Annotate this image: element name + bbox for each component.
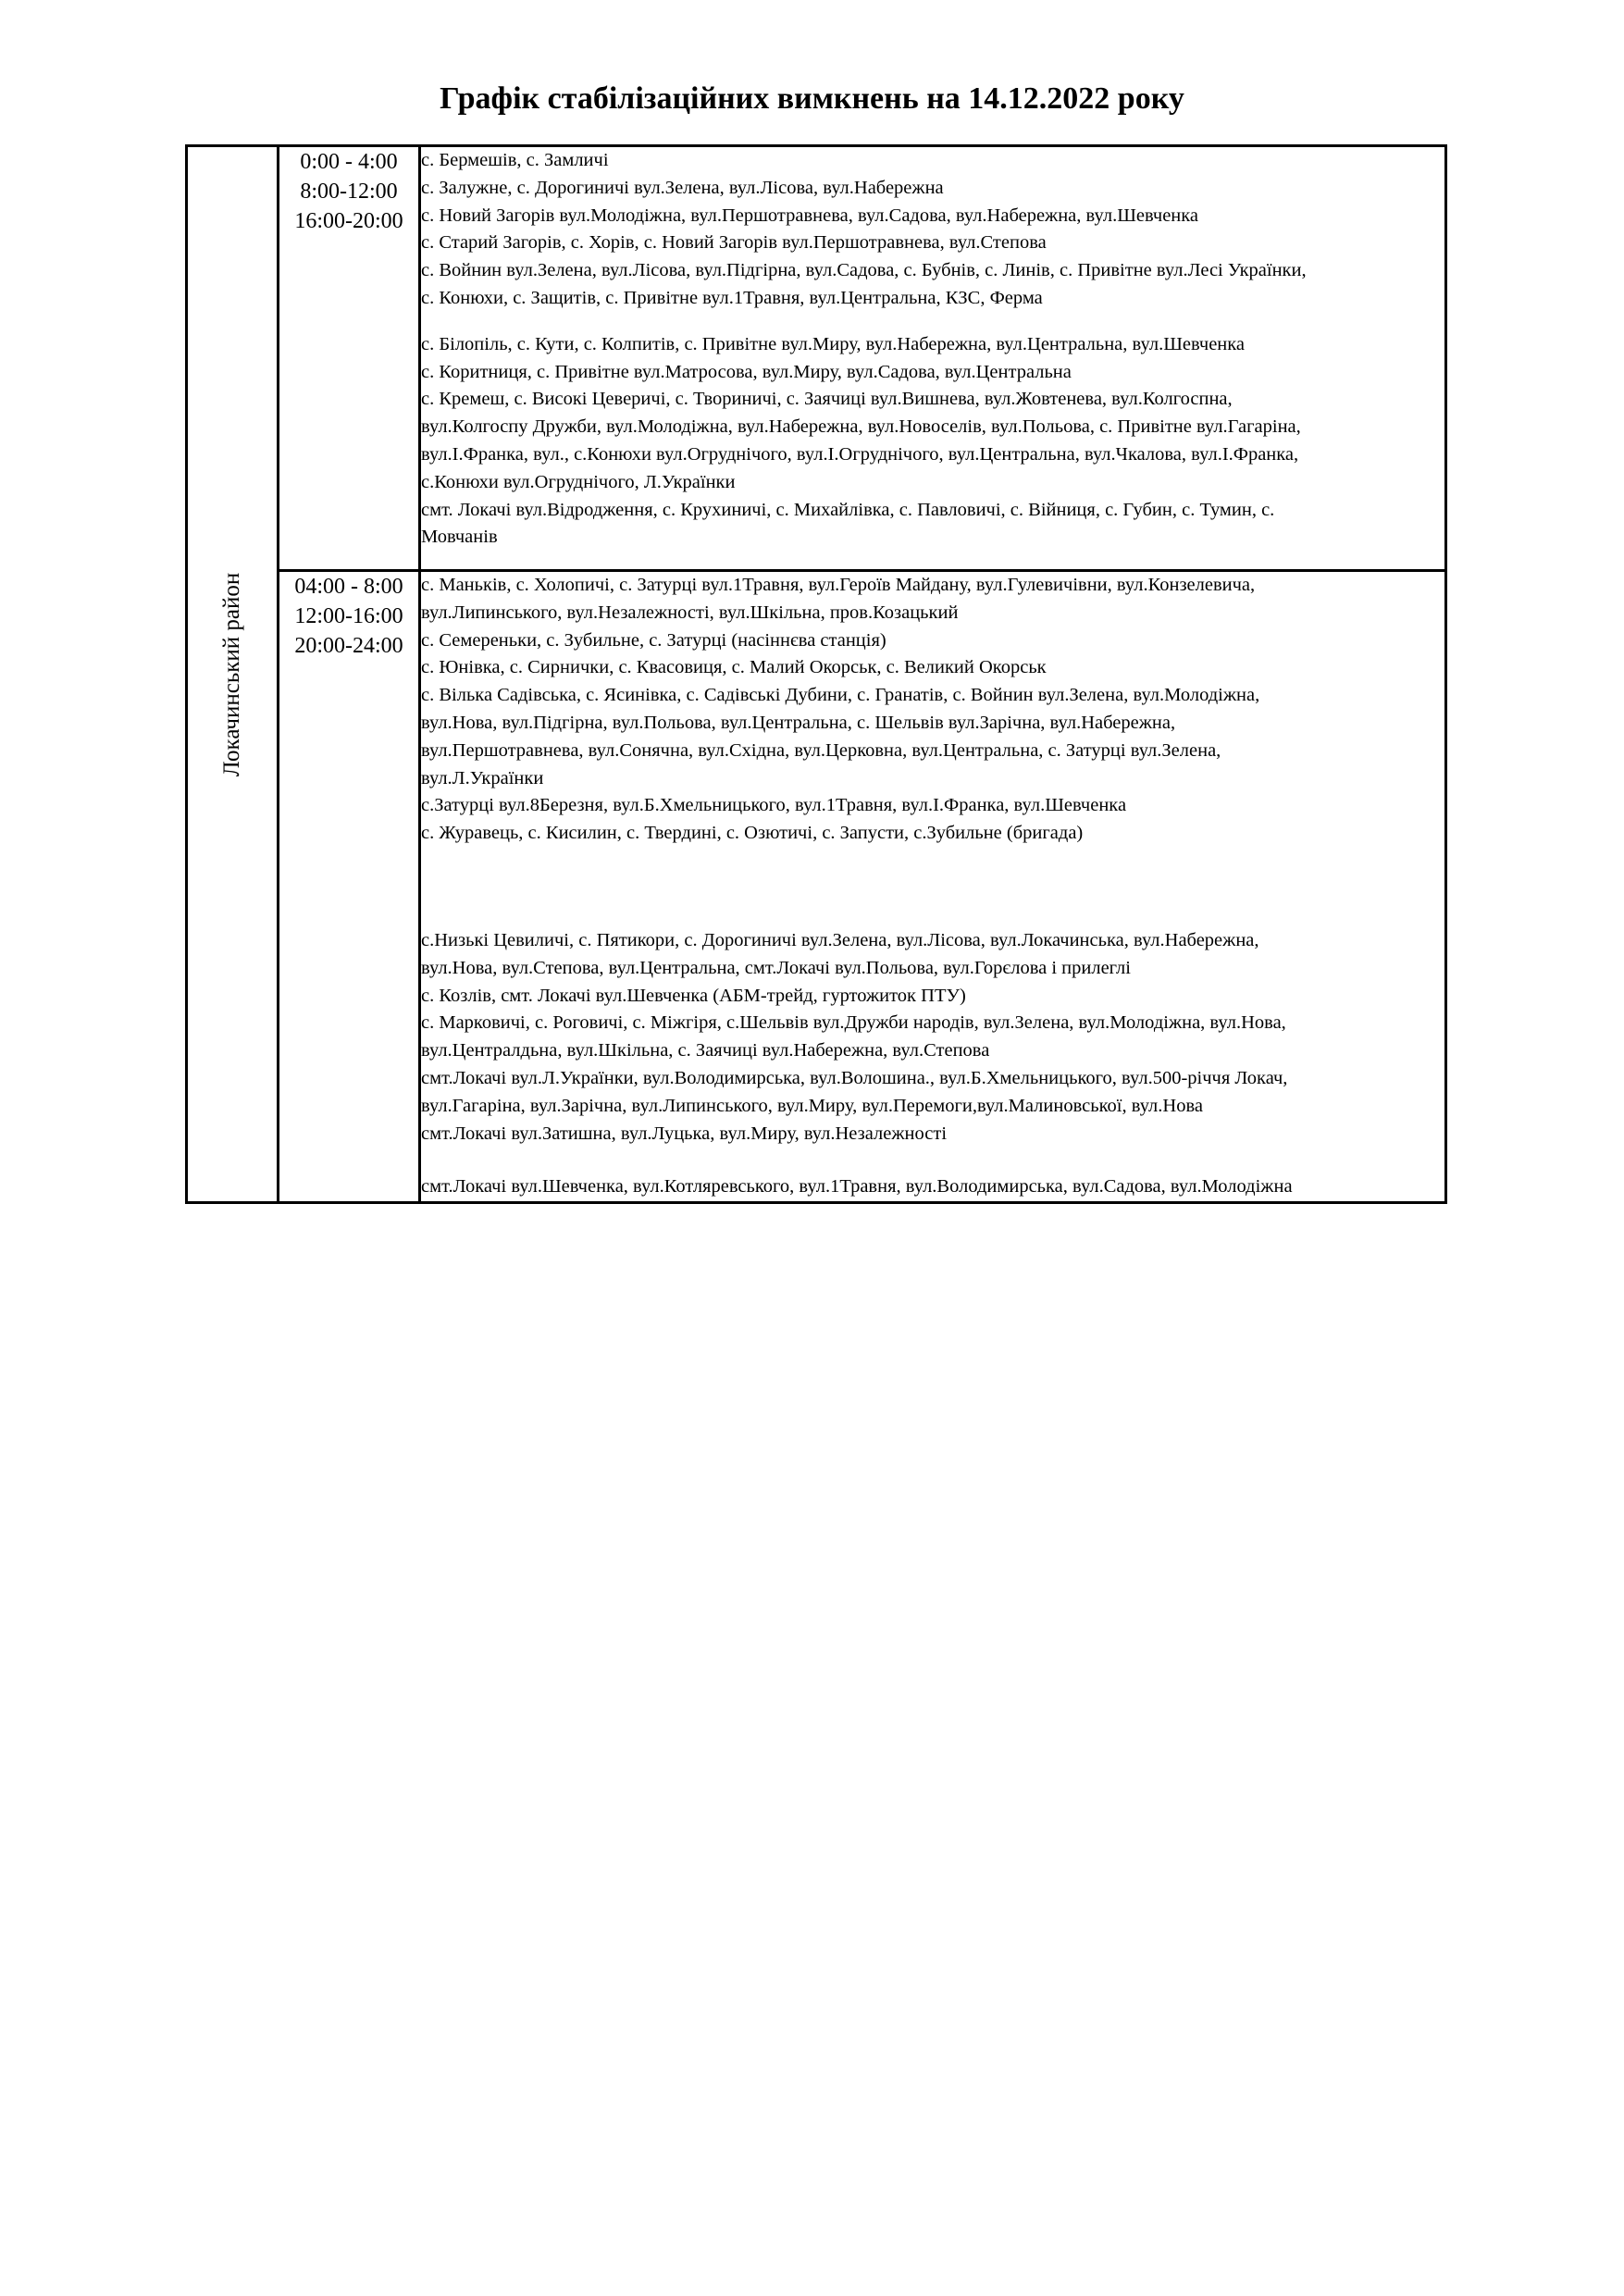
time-slots-cell [279,571,420,1203]
settlement-line: вул.Липинського, вул.Незалежності, вул.Шкільна, пров.Козацький [421,602,959,623]
settlement-line: с. Марковичі, с. Роговичі, с. Міжгіря, с.Шельвів вул.Дружби народів, вул.Зелена, вул.Молодіжна, вул.Нова, [421,1012,1286,1034]
time-slot: 0:00 - 4:00 [300,150,398,174]
settlement-line: с.Конюхи вул.Огруднічого, Л.Українки [421,471,736,492]
time-slot: 8:00-12:00 [300,180,398,204]
settlement-line: вул.Нова, вул.Підгірна, вул.Польова, вул.Центральна, с. Шельвів вул.Зарічна, вул.Набережна, [421,712,1176,733]
page-title: Графік стабілізаційних вимкнень на 14.12.2022 року [440,81,1184,116]
settlement-line: с. Юнівка, с. Сирнички, с. Квасовиця, с. Малий Окорськ, с. Великий Окорськ [421,657,1047,678]
time-slot: 16:00-20:00 [294,209,403,233]
settlement-line: вул.Нова, вул.Степова, вул.Центральна, смт.Локачі вул.Польова, вул.Горєлова і прилеглі [421,957,1131,978]
settlement-line: смт. Локачі вул.Відродження, с. Крухиничі, с. Михайлівка, с. Павловичі, с. Війниця, с. Губин, с. Тумин, с. [421,499,1275,520]
settlement-line: с. Білопіль, с. Кути, с. Колпитів, с. Привітне вул.Миру, вул.Набережна, вул.Центральна, вул.Шевченка [421,333,1246,354]
settlement-line: с. Козлів, смт. Локачі вул.Шевченка (АБМ-трейд, гуртожиток ПТУ) [421,985,966,1006]
time-slot: 04:00 - 8:00 [294,575,403,599]
settlement-line: с. Кремеш, с. Високі Цеверичі, с. Твориничі, с. Заячиці вул.Вишнева, вул.Жовтенева, вул.Колгоспна, [421,389,1233,410]
settlement-line: Мовчанів [421,527,498,548]
table-row [187,571,1446,1203]
table-row [187,146,1446,571]
district-cell [187,146,279,1203]
settlement-line: с. Вілька Садівська, с. Ясинівка, с. Садівські Дубини, с. Гранатів, с. Войнин вул.Зелена, вул.Молодіжна, [421,685,1260,706]
settlements-cell [420,146,1446,571]
spacer [421,1148,1444,1173]
schedule-table [185,144,1447,1204]
settlement-line: с. Журавець, с. Кисилин, с. Твердині, с. Озютичі, с. Запусти, с.Зубильне (бригада) [421,823,1084,844]
spacer [421,848,1444,927]
settlement-line: смт.Локачі вул.Шевченка, вул.Котляревського, вул.1Травня, вул.Володимирська, вул.Садова, вул.Молодіжна [421,1176,1293,1198]
settlement-line: с. Старий Загорів, с. Хорів, с. Новий Загорів вул.Першотравнева, вул.Степова [421,232,1047,254]
settlement-line: с. Новий Загорів вул.Молодіжна, вул.Першотравнева, вул.Садова, вул.Набережна, вул.Шевченка [421,205,1199,226]
time-slot: 20:00-24:00 [294,634,403,658]
settlement-line: вул.Першотравнева, вул.Сонячна, вул.Східна, вул.Церковна, вул.Центральна, с. Затурці вул.Зелена, [421,739,1221,761]
settlement-line: вул.Л.Українки [421,767,544,788]
settlement-line: с. Конюхи, с. Защитів, с. Привітне вул.1Травня, вул.Центральна, КЗС, Ферма [421,287,1043,308]
settlement-line: с. Маньків, с. Холопичі, с. Затурці вул.1Травня, вул.Героїв Майдану, вул.Гулевичівни, вул.Конзелевича, [421,575,1256,595]
settlement-line: с. Коритниця, с. Привітне вул.Матросова, вул.Миру, вул.Садова, вул.Центральна [421,361,1072,382]
settlement-line: с.Затурці вул.8Березня, вул.Б.Хмельницького, вул.1Травня, вул.І.Франка, вул.Шевченка [421,795,1127,816]
settlements-cell [420,571,1446,1203]
settlement-line: с. Войнин вул.Зелена, вул.Лісова, вул.Підгірна, вул.Садова, с. Бубнів, с. Линів, с. Привітне вул.Лесі Українки, [421,260,1307,281]
spacer [421,313,1444,331]
settlement-line: вул.Гагаріна, вул.Зарічна, вул.Липинського, вул.Миру, вул.Перемоги,вул.Малиновської, вул.Нова [421,1095,1203,1116]
settlement-line: вул.Централдьна, вул.Шкільна, с. Заячиці вул.Набережна, вул.Степова [421,1040,990,1061]
time-slot: 12:00-16:00 [294,604,403,628]
settlement-line: смт.Локачі вул.Л.Українки, вул.Володимирська, вул.Волошина., вул.Б.Хмельницького, вул.500-річчя Локач, [421,1067,1288,1088]
settlement-line: с.Низькі Цевиличі, с. Пятикори, с. Дорогиничі вул.Зелена, вул.Лісова, вул.Локачинська, вул.Набережна, [421,929,1259,950]
settlement-line: вул.І.Франка, вул., с.Конюхи вул.Огруднічого, вул.І.Огруднічого, вул.Центральна, вул.Чкалова, вул.І.Франка, [421,443,1299,465]
settlement-line: с. Залужне, с. Дорогиничі вул.Зелена, вул.Лісова, вул.Набережна [421,177,944,198]
settlement-line: с. Бермешів, с. Замличі [421,150,609,170]
settlement-line: с. Семереньки, с. Зубильне, с. Затурці (насіннєва станція) [421,629,886,651]
time-slots-cell [279,146,420,571]
settlement-line: смт.Локачі вул.Затишна, вул.Луцька, вул.Миру, вул.Незалежності [421,1123,948,1144]
settlement-line: вул.Колгоспу Дружби, вул.Молодіжна, вул.Набережна, вул.Новоселів, вул.Польова, с. Привітне вул.Гагаріна, [421,416,1301,438]
district-label: Локачинський район [219,572,244,776]
